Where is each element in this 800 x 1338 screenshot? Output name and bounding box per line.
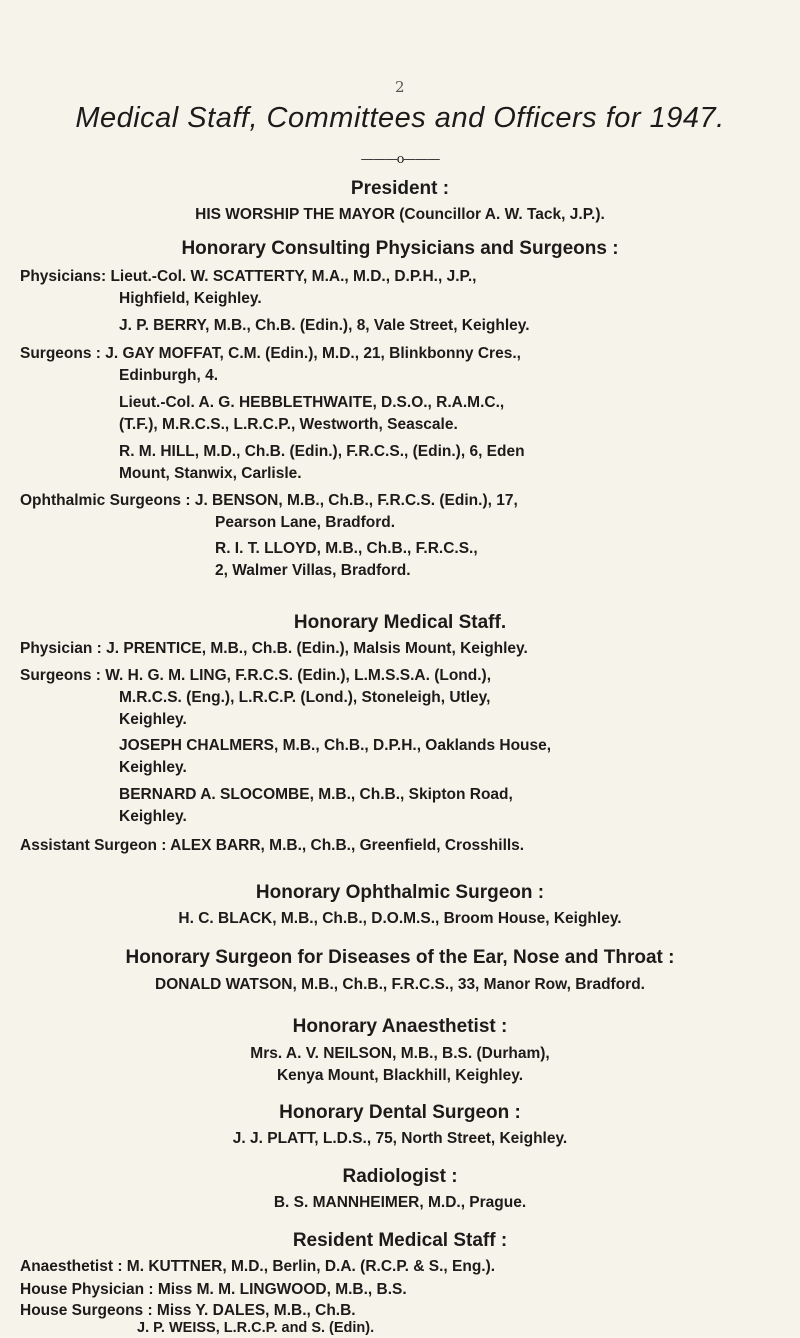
consulting-heading: Honorary Consulting Physicians and Surgeons : [181,238,619,259]
page-title: Medical Staff, Committees and Officers for 1947. [75,102,725,134]
consulting-line: R. I. T. LLOYD, M.B., Ch.B., F.R.C.S., [215,540,478,557]
consulting-line: Edinburgh, 4. [119,367,219,384]
consulting-line: Surgeons : J. GAY MOFFAT, C.M. (Edin.), M.D., 21, Blinkbonny Cres., [20,345,521,362]
resident-line: House Surgeons : Miss Y. DALES, M.B., Ch.B. [20,1302,356,1319]
medical-line: BERNARD A. SLOCOMBE, M.B., Ch.B., Skipton Road, [119,786,513,803]
page-number: 2 [395,78,405,96]
medical-line: M.R.C.S. (Eng.), L.R.C.P. (Lond.), Stoneleigh, Utley, [119,689,491,706]
dental-line: J. J. PLATT, L.D.S., 75, North Street, Keighley. [232,1130,568,1147]
consulting-line: R. M. HILL, M.D., Ch.B. (Edin.), F.R.C.S., (Edin.), 6, Eden [119,443,525,460]
medical-line: Assistant Surgeon : ALEX BARR, M.B., Ch.B., Greenfield, Crosshills. [20,837,525,854]
consulting-line: Lieut.-Col. A. G. HEBBLETHWAITE, D.S.O., R.A.M.C., [119,394,505,411]
ophthalmic-heading: Honorary Ophthalmic Surgeon : [255,882,545,903]
anaesthetist-line: Mrs. A. V. NEILSON, M.B., B.S. (Durham), [250,1045,550,1062]
president-name: HIS WORSHIP THE MAYOR (Councillor A. W. Tack, J.P.). [195,206,605,223]
medical-heading: Honorary Medical Staff. [293,612,507,633]
consulting-line: Ophthalmic Surgeons : J. BENSON, M.B., Ch.B., F.R.C.S. (Edin.), 17, [20,492,518,509]
president-heading: President : [350,178,450,199]
medical-line: Keighley. [119,759,187,776]
medical-line: Surgeons : W. H. G. M. LING, F.R.C.S. (Edin.), L.M.S.S.A. (Lond.), [20,667,492,684]
resident-line: House Physician : Miss M. M. LINGWOOD, M.B., B.S. [20,1281,407,1298]
consulting-line: J. P. BERRY, M.B., Ch.B. (Edin.), 8, Vale Street, Keighley. [119,317,530,334]
medical-line: JOSEPH CHALMERS, M.B., Ch.B., D.P.H., Oaklands House, [119,737,552,754]
resident-line: Anaesthetist : M. KUTTNER, M.D., Berlin, D.A. (R.C.P. & S., Eng.). [20,1258,496,1275]
ophthalmic-line: H. C. BLACK, M.B., Ch.B., D.O.M.S., Broom House, Keighley. [178,910,622,927]
anaesthetist-line: Kenya Mount, Blackhill, Keighley. [276,1067,524,1084]
consulting-line: (T.F.), M.R.C.S., L.R.C.P., Westworth, Seascale. [119,416,458,433]
consulting-line: Highfield, Keighley. [119,290,262,307]
medical-line: Keighley. [119,808,187,825]
dental-heading: Honorary Dental Surgeon : [279,1102,521,1123]
separator: ———o——— [360,152,440,167]
ent-line: DONALD WATSON, M.B., Ch.B., F.R.C.S., 33, Manor Row, Bradford. [155,976,645,993]
ent-heading: Honorary Surgeon for Diseases of the Ear, Nose and Throat : [125,947,675,968]
consulting-line: Physicians: Lieut.-Col. W. SCATTERTY, M.A., M.D., D.P.H., J.P., [20,268,477,285]
consulting-line: Pearson Lane, Bradford. [215,514,396,531]
medical-line: Keighley. [119,711,187,728]
consulting-line: Mount, Stanwix, Carlisle. [119,465,302,482]
anaesthetist-heading: Honorary Anaesthetist : [292,1016,508,1037]
radiologist-heading: Radiologist : [342,1166,458,1187]
medical-line: Physician : J. PRENTICE, M.B., Ch.B. (Edin.), Malsis Mount, Keighley. [20,640,528,657]
consulting-line: 2, Walmer Villas, Bradford. [215,562,411,579]
radiologist-line: B. S. MANNHEIMER, M.D., Prague. [273,1194,527,1211]
resident-line: J. P. WEISS, L.R.C.P. and S. (Edin). [137,1320,375,1336]
resident-heading: Resident Medical Staff : [292,1230,508,1251]
